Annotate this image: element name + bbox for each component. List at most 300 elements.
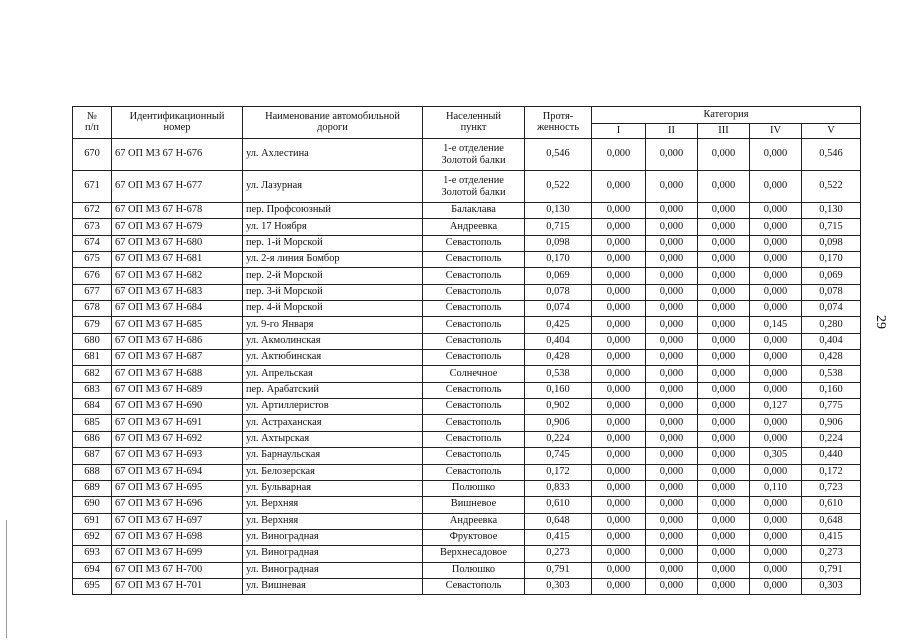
cell-identification-number: 67 ОП МЗ 67 Н-684 <box>112 301 243 317</box>
table-row <box>73 203 861 219</box>
cell-category-3: 0,000 <box>698 203 750 219</box>
cell-category-2: 0,000 <box>646 366 698 382</box>
cell-road-name: ул. Актюбинская <box>243 350 423 366</box>
header-locality-line1: Населенный <box>446 110 501 122</box>
cell-length: 0,069 <box>525 268 592 284</box>
cell-road-name: ул. Виноградная <box>243 529 423 545</box>
cell-category-1: 0,000 <box>592 480 646 496</box>
cell-road-name: пер. 4-й Морской <box>243 301 423 317</box>
cell-identification-number: 67 ОП МЗ 67 Н-695 <box>112 480 243 496</box>
cell-category-4: 0,000 <box>750 301 802 317</box>
cell-category-1: 0,000 <box>592 301 646 317</box>
cell-category-1: 0,000 <box>592 235 646 251</box>
header-category-2: II <box>646 124 698 139</box>
table-row <box>73 382 861 398</box>
table-row <box>73 448 861 464</box>
cell-road-name: ул. Артиллеристов <box>243 399 423 415</box>
cell-identification-number: 67 ОП МЗ 67 Н-685 <box>112 317 243 333</box>
cell-category-4: 0,000 <box>750 203 802 219</box>
cell-category-4: 0,000 <box>750 546 802 562</box>
cell-identification-number: 67 ОП МЗ 67 Н-696 <box>112 497 243 513</box>
cell-locality: Севастополь <box>423 252 525 268</box>
cell-category-1: 0,000 <box>592 546 646 562</box>
cell-identification-number: 67 ОП МЗ 67 Н-676 <box>112 139 243 171</box>
cell-category-5: 0,280 <box>802 317 861 333</box>
cell-road-name: ул. Белозерская <box>243 464 423 480</box>
cell-row-number: 691 <box>73 513 112 529</box>
cell-locality: Севастополь <box>423 399 525 415</box>
cell-category-5: 0,546 <box>802 139 861 171</box>
cell-length: 0,648 <box>525 513 592 529</box>
cell-category-3: 0,000 <box>698 366 750 382</box>
cell-category-5: 0,273 <box>802 546 861 562</box>
table-row <box>73 235 861 251</box>
cell-length: 0,078 <box>525 284 592 300</box>
cell-category-1: 0,000 <box>592 252 646 268</box>
cell-category-3: 0,000 <box>698 480 750 496</box>
cell-category-5: 0,170 <box>802 252 861 268</box>
table-row <box>73 497 861 513</box>
cell-road-name: ул. Лазурная <box>243 171 423 203</box>
cell-length: 0,791 <box>525 562 592 578</box>
cell-category-4: 0,000 <box>750 284 802 300</box>
header-road-name-line2: дороги <box>317 121 348 133</box>
table-row <box>73 366 861 382</box>
cell-category-1: 0,000 <box>592 366 646 382</box>
header-row-number <box>73 107 112 139</box>
table-row <box>73 139 861 171</box>
cell-category-1: 0,000 <box>592 464 646 480</box>
table-row <box>73 171 861 203</box>
cell-row-number: 676 <box>73 268 112 284</box>
cell-road-name: ул. Акмолинская <box>243 333 423 349</box>
cell-category-3: 0,000 <box>698 448 750 464</box>
cell-category-3: 0,000 <box>698 382 750 398</box>
cell-category-4: 0,000 <box>750 333 802 349</box>
cell-road-name: ул. Ахлестина <box>243 139 423 171</box>
cell-length: 0,546 <box>525 139 592 171</box>
cell-length: 0,303 <box>525 578 592 594</box>
cell-category-5: 0,069 <box>802 268 861 284</box>
cell-locality: Севастополь <box>423 431 525 447</box>
cell-row-number: 680 <box>73 333 112 349</box>
cell-category-3: 0,000 <box>698 252 750 268</box>
table-row <box>73 268 861 284</box>
cell-category-4: 0,000 <box>750 382 802 398</box>
cell-identification-number: 67 ОП МЗ 67 Н-683 <box>112 284 243 300</box>
cell-identification-number: 67 ОП МЗ 67 Н-682 <box>112 268 243 284</box>
cell-row-number: 681 <box>73 350 112 366</box>
cell-length: 0,538 <box>525 366 592 382</box>
cell-identification-number: 67 ОП МЗ 67 Н-689 <box>112 382 243 398</box>
cell-row-number: 687 <box>73 448 112 464</box>
header-row-number-line1: № <box>87 110 97 122</box>
table-row <box>73 317 861 333</box>
cell-locality: Андреевка <box>423 219 525 235</box>
table-body <box>73 139 861 595</box>
cell-identification-number: 67 ОП МЗ 67 Н-677 <box>112 171 243 203</box>
cell-category-4: 0,000 <box>750 235 802 251</box>
cell-category-1: 0,000 <box>592 284 646 300</box>
table-row <box>73 431 861 447</box>
cell-category-5: 0,172 <box>802 464 861 480</box>
cell-category-3: 0,000 <box>698 268 750 284</box>
cell-category-3: 0,000 <box>698 415 750 431</box>
cell-row-number: 673 <box>73 219 112 235</box>
cell-category-3: 0,000 <box>698 578 750 594</box>
cell-row-number: 692 <box>73 529 112 545</box>
cell-category-3: 0,000 <box>698 431 750 447</box>
cell-category-3: 0,000 <box>698 464 750 480</box>
cell-category-5: 0,303 <box>802 578 861 594</box>
cell-category-1: 0,000 <box>592 350 646 366</box>
cell-road-name: пер. 1-й Морской <box>243 235 423 251</box>
cell-category-5: 0,098 <box>802 235 861 251</box>
cell-length: 0,425 <box>525 317 592 333</box>
cell-locality: Севастополь <box>423 301 525 317</box>
cell-road-name: ул. Астраханская <box>243 415 423 431</box>
cell-row-number: 674 <box>73 235 112 251</box>
cell-row-number: 689 <box>73 480 112 496</box>
header-identification-line1: Идентификационный <box>129 110 225 122</box>
scan-edge-line <box>6 520 7 638</box>
header-category-1: I <box>592 124 646 139</box>
cell-category-3: 0,000 <box>698 529 750 545</box>
cell-category-1: 0,000 <box>592 268 646 284</box>
table-row <box>73 350 861 366</box>
cell-length: 0,428 <box>525 350 592 366</box>
cell-identification-number: 67 ОП МЗ 67 Н-681 <box>112 252 243 268</box>
cell-locality: Солнечное <box>423 366 525 382</box>
cell-road-name: пер. 2-й Морской <box>243 268 423 284</box>
cell-locality: Балаклава <box>423 203 525 219</box>
cell-category-5: 0,130 <box>802 203 861 219</box>
roads-table <box>72 106 861 595</box>
cell-category-1: 0,000 <box>592 203 646 219</box>
table-row <box>73 546 861 562</box>
cell-category-5: 0,415 <box>802 529 861 545</box>
cell-category-4: 0,000 <box>750 529 802 545</box>
cell-locality: Андреевка <box>423 513 525 529</box>
cell-identification-number: 67 ОП МЗ 67 Н-691 <box>112 415 243 431</box>
cell-category-5: 0,078 <box>802 284 861 300</box>
cell-category-3: 0,000 <box>698 235 750 251</box>
cell-category-5: 0,775 <box>802 399 861 415</box>
cell-category-5: 0,538 <box>802 366 861 382</box>
cell-category-1: 0,000 <box>592 171 646 203</box>
cell-road-name: пер. 3-й Морской <box>243 284 423 300</box>
header-road-name-line1: Наименование автомобильной <box>265 110 400 122</box>
cell-identification-number: 67 ОП МЗ 67 Н-699 <box>112 546 243 562</box>
cell-category-4: 0,000 <box>750 562 802 578</box>
cell-category-3: 0,000 <box>698 350 750 366</box>
cell-road-name: пер. Профсоюзный <box>243 203 423 219</box>
cell-row-number: 670 <box>73 139 112 171</box>
table-row <box>73 480 861 496</box>
cell-category-2: 0,000 <box>646 333 698 349</box>
cell-locality: Севастополь <box>423 382 525 398</box>
cell-identification-number: 67 ОП МЗ 67 Н-690 <box>112 399 243 415</box>
cell-category-2: 0,000 <box>646 448 698 464</box>
cell-row-number: 684 <box>73 399 112 415</box>
cell-category-5: 0,648 <box>802 513 861 529</box>
cell-category-5: 0,074 <box>802 301 861 317</box>
cell-road-name: ул. Виноградная <box>243 546 423 562</box>
cell-category-3: 0,000 <box>698 333 750 349</box>
cell-category-2: 0,000 <box>646 171 698 203</box>
cell-category-3: 0,000 <box>698 399 750 415</box>
table-row <box>73 529 861 545</box>
cell-category-3: 0,000 <box>698 219 750 235</box>
cell-length: 0,745 <box>525 448 592 464</box>
cell-category-2: 0,000 <box>646 497 698 513</box>
cell-category-4: 0,000 <box>750 497 802 513</box>
cell-category-2: 0,000 <box>646 431 698 447</box>
cell-category-2: 0,000 <box>646 235 698 251</box>
cell-length: 0,522 <box>525 171 592 203</box>
cell-row-number: 675 <box>73 252 112 268</box>
cell-identification-number: 67 ОП МЗ 67 Н-697 <box>112 513 243 529</box>
cell-row-number: 685 <box>73 415 112 431</box>
header-category-4: IV <box>750 124 802 139</box>
cell-identification-number: 67 ОП МЗ 67 Н-680 <box>112 235 243 251</box>
cell-category-2: 0,000 <box>646 350 698 366</box>
header-road-name <box>243 107 423 139</box>
cell-category-1: 0,000 <box>592 529 646 545</box>
cell-road-name: ул. Виноградная <box>243 562 423 578</box>
cell-locality: 1-е отделение Золотой балки <box>423 139 525 171</box>
cell-locality: Севастополь <box>423 448 525 464</box>
cell-category-4: 0,000 <box>750 350 802 366</box>
cell-category-3: 0,000 <box>698 171 750 203</box>
cell-locality: Севастополь <box>423 284 525 300</box>
page-number: 29 <box>873 315 888 329</box>
cell-category-5: 0,906 <box>802 415 861 431</box>
header-identification-line2: номер <box>163 121 191 133</box>
cell-road-name: ул. Барнаульская <box>243 448 423 464</box>
cell-length: 0,610 <box>525 497 592 513</box>
cell-category-2: 0,000 <box>646 578 698 594</box>
cell-road-name: ул. 2-я линия Бомбор <box>243 252 423 268</box>
cell-road-name: ул. Верхняя <box>243 513 423 529</box>
cell-length: 0,074 <box>525 301 592 317</box>
cell-category-2: 0,000 <box>646 480 698 496</box>
cell-locality: Верхнесадовое <box>423 546 525 562</box>
cell-locality: Севастополь <box>423 415 525 431</box>
cell-category-3: 0,000 <box>698 301 750 317</box>
cell-category-5: 0,723 <box>802 480 861 496</box>
cell-category-4: 0,000 <box>750 415 802 431</box>
cell-category-4: 0,000 <box>750 171 802 203</box>
cell-category-2: 0,000 <box>646 219 698 235</box>
cell-category-2: 0,000 <box>646 284 698 300</box>
cell-length: 0,415 <box>525 529 592 545</box>
cell-row-number: 671 <box>73 171 112 203</box>
cell-row-number: 678 <box>73 301 112 317</box>
cell-row-number: 679 <box>73 317 112 333</box>
cell-locality: Севастополь <box>423 464 525 480</box>
cell-category-4: 0,000 <box>750 513 802 529</box>
cell-category-2: 0,000 <box>646 529 698 545</box>
cell-row-number: 695 <box>73 578 112 594</box>
cell-category-5: 0,428 <box>802 350 861 366</box>
cell-category-3: 0,000 <box>698 284 750 300</box>
cell-category-4: 0,305 <box>750 448 802 464</box>
cell-locality: Севастополь <box>423 333 525 349</box>
cell-identification-number: 67 ОП МЗ 67 Н-678 <box>112 203 243 219</box>
cell-row-number: 688 <box>73 464 112 480</box>
cell-category-3: 0,000 <box>698 139 750 171</box>
cell-category-1: 0,000 <box>592 139 646 171</box>
header-identification-number <box>112 107 243 139</box>
cell-category-1: 0,000 <box>592 317 646 333</box>
cell-category-1: 0,000 <box>592 219 646 235</box>
table-row <box>73 464 861 480</box>
cell-length: 0,906 <box>525 415 592 431</box>
cell-identification-number: 67 ОП МЗ 67 Н-698 <box>112 529 243 545</box>
cell-category-2: 0,000 <box>646 513 698 529</box>
cell-category-1: 0,000 <box>592 578 646 594</box>
cell-locality: Севастополь <box>423 350 525 366</box>
cell-category-1: 0,000 <box>592 497 646 513</box>
cell-row-number: 690 <box>73 497 112 513</box>
cell-category-4: 0,000 <box>750 431 802 447</box>
cell-category-4: 0,145 <box>750 317 802 333</box>
cell-length: 0,404 <box>525 333 592 349</box>
cell-identification-number: 67 ОП МЗ 67 Н-694 <box>112 464 243 480</box>
cell-row-number: 686 <box>73 431 112 447</box>
cell-category-3: 0,000 <box>698 497 750 513</box>
cell-road-name: ул. Верхняя <box>243 497 423 513</box>
table-row <box>73 284 861 300</box>
table-row <box>73 562 861 578</box>
cell-category-2: 0,000 <box>646 268 698 284</box>
cell-category-3: 0,000 <box>698 562 750 578</box>
cell-locality: Севастополь <box>423 235 525 251</box>
cell-category-4: 0,000 <box>750 139 802 171</box>
cell-category-1: 0,000 <box>592 333 646 349</box>
cell-locality: Севастополь <box>423 578 525 594</box>
cell-category-2: 0,000 <box>646 252 698 268</box>
cell-locality: 1-е отделение Золотой балки <box>423 171 525 203</box>
cell-category-2: 0,000 <box>646 317 698 333</box>
cell-identification-number: 67 ОП МЗ 67 Н-701 <box>112 578 243 594</box>
cell-category-4: 0,127 <box>750 399 802 415</box>
cell-category-2: 0,000 <box>646 464 698 480</box>
cell-length: 0,902 <box>525 399 592 415</box>
cell-category-1: 0,000 <box>592 382 646 398</box>
table-row <box>73 578 861 594</box>
cell-road-name: ул. 17 Ноября <box>243 219 423 235</box>
cell-category-4: 0,000 <box>750 366 802 382</box>
cell-category-5: 0,440 <box>802 448 861 464</box>
cell-category-2: 0,000 <box>646 399 698 415</box>
cell-length: 0,170 <box>525 252 592 268</box>
header-length <box>525 107 592 139</box>
cell-locality: Полюшко <box>423 562 525 578</box>
header-category-5: V <box>802 124 861 139</box>
cell-category-2: 0,000 <box>646 562 698 578</box>
header-row-number-line2: п/п <box>84 121 99 133</box>
cell-length: 0,224 <box>525 431 592 447</box>
cell-category-5: 0,715 <box>802 219 861 235</box>
cell-locality: Севастополь <box>423 268 525 284</box>
cell-category-4: 0,000 <box>750 268 802 284</box>
cell-category-5: 0,610 <box>802 497 861 513</box>
cell-road-name: ул. Ахтырская <box>243 431 423 447</box>
cell-category-3: 0,000 <box>698 513 750 529</box>
cell-identification-number: 67 ОП МЗ 67 Н-687 <box>112 350 243 366</box>
cell-category-5: 0,160 <box>802 382 861 398</box>
cell-category-1: 0,000 <box>592 448 646 464</box>
cell-length: 0,833 <box>525 480 592 496</box>
cell-category-4: 0,000 <box>750 464 802 480</box>
cell-row-number: 683 <box>73 382 112 398</box>
header-category-3: III <box>698 124 750 139</box>
cell-category-1: 0,000 <box>592 399 646 415</box>
cell-road-name: ул. Апрельская <box>243 366 423 382</box>
header-locality <box>423 107 525 139</box>
cell-row-number: 682 <box>73 366 112 382</box>
cell-row-number: 694 <box>73 562 112 578</box>
cell-length: 0,098 <box>525 235 592 251</box>
cell-category-2: 0,000 <box>646 382 698 398</box>
cell-identification-number: 67 ОП МЗ 67 Н-693 <box>112 448 243 464</box>
cell-length: 0,160 <box>525 382 592 398</box>
cell-category-3: 0,000 <box>698 546 750 562</box>
cell-row-number: 693 <box>73 546 112 562</box>
table-row <box>73 333 861 349</box>
header-category: Категория <box>592 107 861 124</box>
cell-category-4: 0,000 <box>750 219 802 235</box>
cell-road-name: ул. 9-го Января <box>243 317 423 333</box>
cell-road-name: ул. Вишневая <box>243 578 423 594</box>
table-row <box>73 399 861 415</box>
cell-category-2: 0,000 <box>646 546 698 562</box>
cell-locality: Полюшко <box>423 480 525 496</box>
cell-category-5: 0,404 <box>802 333 861 349</box>
cell-identification-number: 67 ОП МЗ 67 Н-688 <box>112 366 243 382</box>
cell-category-5: 0,224 <box>802 431 861 447</box>
cell-category-3: 0,000 <box>698 317 750 333</box>
cell-category-4: 0,000 <box>750 252 802 268</box>
cell-identification-number: 67 ОП МЗ 67 Н-686 <box>112 333 243 349</box>
cell-locality: Вишневое <box>423 497 525 513</box>
cell-road-name: ул. Бульварная <box>243 480 423 496</box>
table-row <box>73 415 861 431</box>
cell-row-number: 672 <box>73 203 112 219</box>
cell-category-4: 0,000 <box>750 578 802 594</box>
cell-identification-number: 67 ОП МЗ 67 Н-700 <box>112 562 243 578</box>
cell-category-4: 0,110 <box>750 480 802 496</box>
cell-category-1: 0,000 <box>592 513 646 529</box>
header-length-line1: Протя- <box>542 110 574 122</box>
cell-category-2: 0,000 <box>646 415 698 431</box>
cell-identification-number: 67 ОП МЗ 67 Н-679 <box>112 219 243 235</box>
table-row <box>73 219 861 235</box>
cell-category-5: 0,791 <box>802 562 861 578</box>
cell-length: 0,715 <box>525 219 592 235</box>
cell-length: 0,172 <box>525 464 592 480</box>
cell-category-2: 0,000 <box>646 301 698 317</box>
cell-category-5: 0,522 <box>802 171 861 203</box>
cell-category-1: 0,000 <box>592 431 646 447</box>
cell-road-name: пер. Арабатский <box>243 382 423 398</box>
cell-identification-number: 67 ОП МЗ 67 Н-692 <box>112 431 243 447</box>
cell-length: 0,130 <box>525 203 592 219</box>
cell-row-number: 677 <box>73 284 112 300</box>
cell-category-1: 0,000 <box>592 562 646 578</box>
